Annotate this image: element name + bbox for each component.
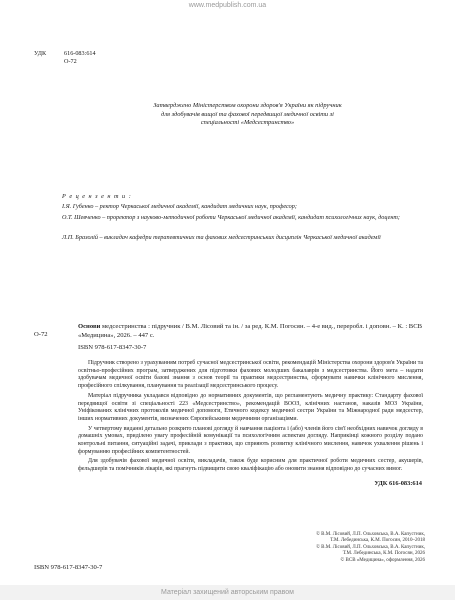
udk-label: УДК: [34, 50, 47, 57]
reviewer-3: Л.П. Бразолій – викладач кафедри терапевтичних та фахових медсестринських дисциплін Черкаської медичної академії: [62, 234, 381, 241]
udk-block: [34, 50, 96, 67]
annotation-paragraph-4: Для здобувачів фахової медичної освіти, викладачів, також буде корисним для практичної роботи медичних сестер, акушерів, фельдшерів та помічників лікарів, які прагнуть підвищити свою кваліфікацію або оновити знання відповідно до сучасних вимог.: [78, 458, 423, 473]
copyright-notice-footer: Матеріал захищений авторським правом: [0, 585, 455, 600]
copyright-line: © В.М. Лісовий, Л.П. Ольховська, В.А. Капустник,: [316, 532, 425, 537]
isbn-top: ISBN 978-617-8347-30-7: [78, 344, 147, 351]
copyright-line: Т.М. Лебединська, К.М. Погосян, 2010–2018: [330, 538, 425, 544]
annotation: [78, 360, 423, 474]
copyright-block: [300, 532, 425, 564]
copyright-line: © ВСВ «Медицина», оформлення, 2026: [340, 557, 425, 563]
reviewer-2: О.Т. Шевченко – проректор з науково-методичної роботи Черкаської медичної академії, кандидат психологічних наук, доцент;: [62, 214, 400, 221]
annotation-paragraph-1: Підручник створено з урахуванням потреб сучасної медсестринської освіти, рекомендацій Міністерства охорони здоров'я України та освітньо-професійних програм, затверджених для підготовки фахових молодших бакалаврів з медсестринства. Його мета – надати здобувачам медичної освіти базові знання з основ теорії та практики медсестринства, сформувати навички клінічного мислення, професійного спілкування, планування та реалізації медсестринського процесу.: [78, 360, 423, 390]
ministry-approval: Затверджено Міністерством охорони здоров'я України як підручник для здобувачів вищої та фахової передвищої медичної освіти зі спеціальності «Медсестринство»: [153, 102, 342, 127]
udk-code: 616-083:614: [64, 50, 96, 57]
bbk-code: О-72: [64, 58, 77, 66]
source-url: www.medpublish.com.ua: [188, 2, 267, 9]
annotation-paragraph-3: У четвертому виданні детально розкрито планові догляду й навчання пацієнта і (або) членів його сім'ї необхідних навичок догляду в домашніх умовах, приділено увагу професійній комунікації та психологічним аспектам догляду. Наприкінці кожного розділу подано контрольні питання, ситуаційні задачі, приклади з практики, що сприяють розвитку клінічного мислення, навичок ухвалення рішень і формуванню професійних компетентностей.: [78, 425, 423, 455]
reviewers-title: Р е ц е н з е н т и :: [62, 193, 132, 200]
annotation-paragraph-2: Матеріал підручника укладався відповідно до нормативних документів, що регламентують медичну практику: Стандарту фахової передвищої освіти зі спеціальності 223 «Медсестринство», рекомендацій ВООЗ, клінічних настанов, наказів МОЗ України, Уніфікованих клінічних протоколів медичної допомоги, Етичного кодексу медичної сестри України та Міжнародної ради медсестер, інших нормативних документів, визначених Європейськими медичними організаціями.: [78, 392, 423, 422]
reviewer-1: І.Я. Губенко – ректор Черкаської медичної академії, кандидат медичних наук, професор;: [62, 203, 297, 210]
bbk-code-biblio: О-72: [34, 331, 48, 338]
udk-bottom: УДК 616-083:614: [374, 480, 422, 487]
bibliographic-text: медсестринства : підручник / В.М. Лісовий та ін. / за ред. К.М. Погосян. – 4-е вид., переробл. і доповн. – К. : ВСВ «Медицина», 2026. – 447 с.: [78, 323, 422, 339]
copyright-line: Т.М. Лебединська, К.М. Погосян, 2026: [342, 551, 425, 557]
copyright-line: © В.М. Лісовий, Л.П. Ольховська, В.А. Капустник,: [316, 544, 425, 550]
isbn-bottom: ISBN 978-617-8347-30-7: [34, 564, 103, 571]
bibliographic-record: [34, 322, 424, 340]
book-title-bold: Основи: [78, 323, 101, 330]
